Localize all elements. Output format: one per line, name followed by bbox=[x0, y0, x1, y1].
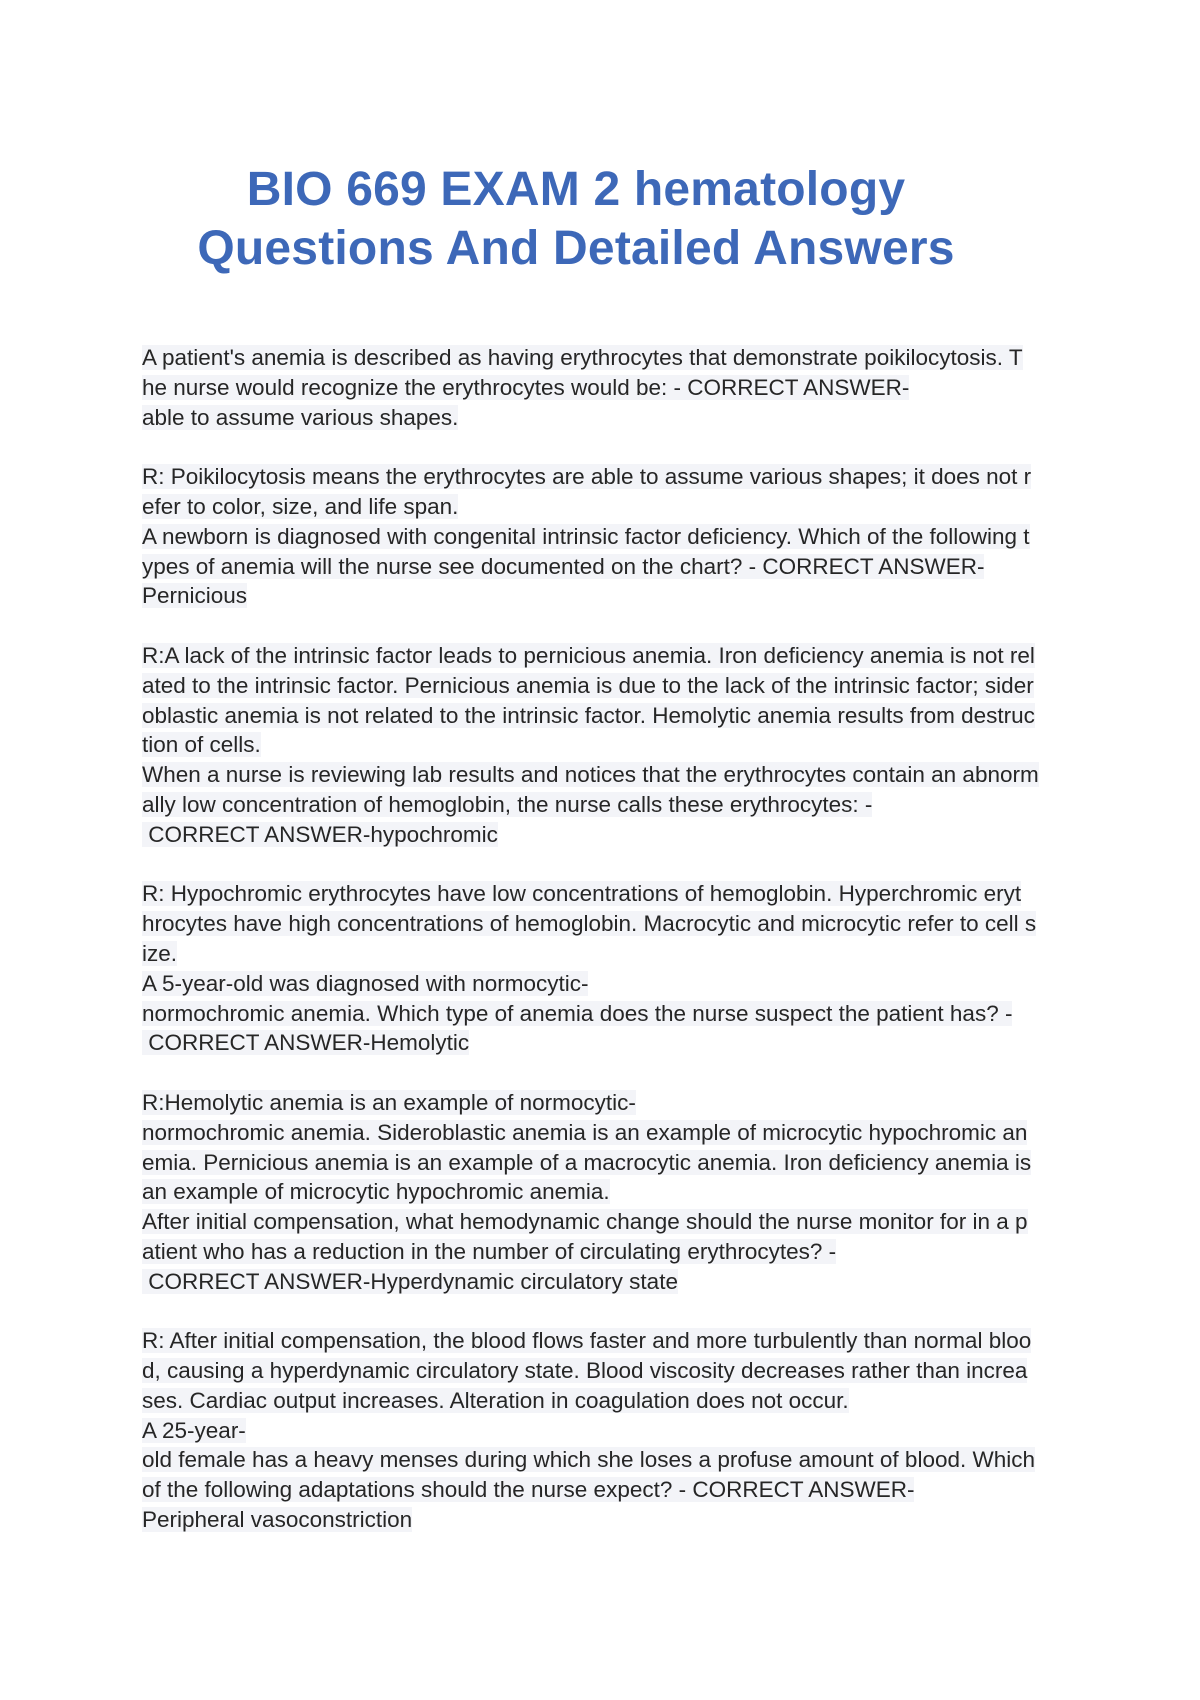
text-line bbox=[142, 939, 1070, 969]
text-line-content: emia. Pernicious anemia is an example of a macrocytic anemia. Iron deficiency anemia is bbox=[142, 1149, 1032, 1175]
text-line bbox=[142, 1326, 1070, 1356]
text-line bbox=[142, 1386, 1070, 1416]
text-line-content: tion of cells. bbox=[142, 732, 261, 758]
paragraph-gap bbox=[142, 850, 1070, 880]
text-line-content: R: After initial compensation, the blood flows faster and more turbulently than normal bloo bbox=[142, 1328, 1032, 1354]
text-line bbox=[142, 552, 1070, 582]
text-line-content: A patient's anemia is described as having erythrocytes that demonstrate poikilocytosis. T bbox=[142, 345, 1023, 370]
text-line bbox=[142, 730, 1070, 760]
text-line bbox=[142, 1207, 1070, 1237]
text-line-content: Pernicious bbox=[142, 583, 248, 609]
text-line-content: R:Hemolytic anemia is an example of normocytic- bbox=[142, 1089, 636, 1115]
text-line-content: ypes of anemia will the nurse see documented on the chart? - CORRECT ANSWER- bbox=[142, 553, 985, 579]
text-line bbox=[142, 522, 1070, 552]
text-line bbox=[142, 671, 1070, 701]
text-line-content: A 5-year-old was diagnosed with normocytic- bbox=[142, 970, 589, 996]
text-line bbox=[142, 492, 1070, 522]
text-line-content: atient who has a reduction in the number of circulating erythrocytes? - bbox=[142, 1238, 837, 1264]
text-line-content: of the following adaptations should the nurse expect? - CORRECT ANSWER- bbox=[142, 1477, 915, 1503]
text-line-content: A newborn is diagnosed with congenital intrinsic factor deficiency. Which of the following t bbox=[142, 523, 1030, 549]
text-line bbox=[142, 1088, 1070, 1118]
text-line-content: CORRECT ANSWER-hypochromic bbox=[142, 821, 498, 847]
qa-block bbox=[142, 641, 1070, 850]
text-line bbox=[142, 1505, 1070, 1535]
text-line-content: hrocytes have high concentrations of hemoglobin. Macrocytic and microcytic refer to cell s bbox=[142, 911, 1037, 937]
text-line bbox=[142, 969, 1070, 999]
text-line-content: CORRECT ANSWER-Hyperdynamic circulatory state bbox=[142, 1268, 678, 1294]
text-line-content: Peripheral vasoconstriction bbox=[142, 1507, 413, 1533]
text-line bbox=[142, 701, 1070, 731]
text-line bbox=[142, 1237, 1070, 1267]
document-body bbox=[142, 343, 1070, 1535]
text-line-content: an example of microcytic hypochromic anemia. bbox=[142, 1179, 610, 1205]
text-line-content: R:A lack of the intrinsic factor leads to pernicious anemia. Iron deficiency anemia is not rel bbox=[142, 642, 1035, 668]
text-line bbox=[142, 1475, 1070, 1505]
text-line-content: A 25-year- bbox=[142, 1417, 246, 1443]
text-line bbox=[142, 1267, 1070, 1297]
text-line bbox=[142, 343, 1070, 373]
text-line bbox=[142, 1148, 1070, 1178]
text-line-content: d, causing a hyperdynamic circulatory state. Blood viscosity decreases rather than increa bbox=[142, 1358, 1028, 1384]
text-line-content: he nurse would recognize the erythrocytes would be: - CORRECT ANSWER- bbox=[142, 374, 910, 400]
text-line-content: efer to color, size, and life span. bbox=[142, 493, 459, 519]
paragraph-gap bbox=[142, 611, 1070, 641]
text-line bbox=[142, 879, 1070, 909]
text-line bbox=[142, 1416, 1070, 1446]
paragraph-gap bbox=[142, 432, 1070, 462]
text-line bbox=[142, 641, 1070, 671]
text-line-content: CORRECT ANSWER-Hemolytic bbox=[142, 1030, 470, 1056]
paragraph-gap bbox=[142, 1297, 1070, 1327]
text-line-content: able to assume various shapes. bbox=[142, 404, 459, 430]
text-line bbox=[142, 1177, 1070, 1207]
text-line-content: After initial compensation, what hemodynamic change should the nurse monitor for in a p bbox=[142, 1209, 1028, 1235]
text-line-content: ize. bbox=[142, 940, 178, 966]
text-line-content: R: Hypochromic erythrocytes have low concentrations of hemoglobin. Hyperchromic eryt bbox=[142, 881, 1022, 907]
text-line bbox=[142, 462, 1070, 492]
text-line bbox=[142, 820, 1070, 850]
qa-block bbox=[142, 462, 1070, 611]
text-line bbox=[142, 403, 1070, 433]
text-line bbox=[142, 790, 1070, 820]
text-line bbox=[142, 909, 1070, 939]
text-line-content: When a nurse is reviewing lab results and notices that the erythrocytes contain an abnorm bbox=[142, 762, 1039, 788]
text-line-content: oblastic anemia is not related to the intrinsic factor. Hemolytic anemia results from destruc bbox=[142, 702, 1035, 728]
qa-block bbox=[142, 1088, 1070, 1297]
text-line-content: normochromic anemia. Sideroblastic anemia is an example of microcytic hypochromic an bbox=[142, 1119, 1028, 1145]
text-line-content: normochromic anemia. Which type of anemia does the nurse suspect the patient has? - bbox=[142, 1000, 1013, 1026]
title-line-2: Questions And Detailed Answers bbox=[197, 222, 955, 275]
text-line-content: R: Poikilocytosis means the erythrocytes are able to assume various shapes; it does not r bbox=[142, 464, 1032, 490]
qa-block bbox=[142, 343, 1070, 432]
paragraph-gap bbox=[142, 1058, 1070, 1088]
text-line-content: old female has a heavy menses during which she loses a profuse amount of blood. Which bbox=[142, 1447, 1036, 1473]
text-line-content: ally low concentration of hemoglobin, the nurse calls these erythrocytes: - bbox=[142, 791, 873, 817]
title-line-1: BIO 669 EXAM 2 hematology bbox=[246, 163, 906, 216]
text-line bbox=[142, 760, 1070, 790]
text-line-content: ated to the intrinsic factor. Pernicious anemia is due to the lack of the intrinsic factor; sider bbox=[142, 672, 1034, 698]
text-line bbox=[142, 1028, 1070, 1058]
text-line bbox=[142, 1445, 1070, 1475]
text-line bbox=[142, 581, 1070, 611]
text-line bbox=[142, 1356, 1070, 1386]
text-line bbox=[142, 373, 1070, 403]
qa-block bbox=[142, 1326, 1070, 1535]
text-line bbox=[142, 999, 1070, 1029]
text-line-content: ses. Cardiac output increases. Alteration in coagulation does not occur. bbox=[142, 1387, 849, 1413]
document-title bbox=[82, 160, 1070, 278]
text-line bbox=[142, 1118, 1070, 1148]
qa-block bbox=[142, 879, 1070, 1058]
